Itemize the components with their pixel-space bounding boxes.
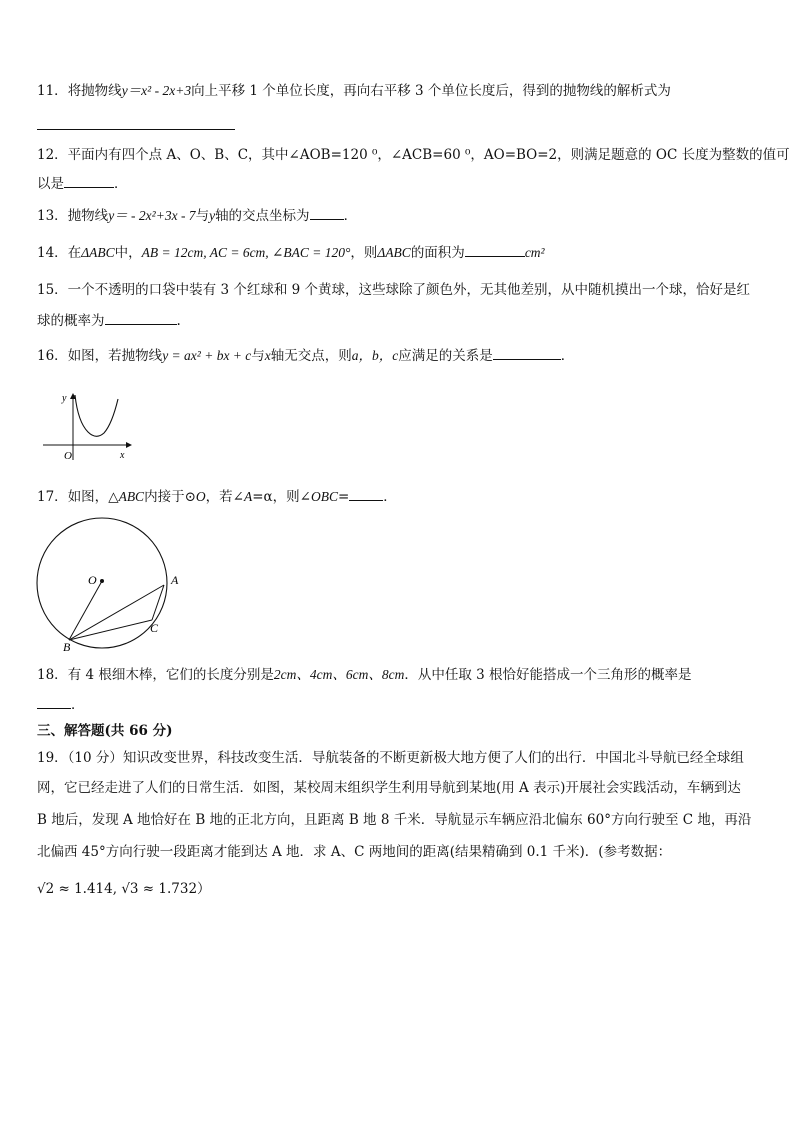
q17-label-b: B: [63, 640, 71, 654]
q13-text-post: 轴的交点坐标为: [215, 208, 310, 224]
question-15-line2: [37, 312, 181, 330]
q14-text-pre: 在: [67, 245, 82, 261]
q18-answer-blank[interactable]: [37, 696, 71, 709]
q18-number: 18．: [37, 667, 68, 683]
q15-text-pre: 球的概率为: [37, 313, 105, 329]
q13-number: 13．: [37, 208, 68, 224]
q16-x-arrow: [126, 442, 132, 448]
q16-expression: y = ax² + bx + c: [162, 348, 252, 363]
question-11: [37, 82, 671, 100]
q17-label-c: C: [150, 621, 159, 635]
question-19-line1: 19．（10 分）知识改变世界，科技改变生活．导航装备的不断更新极大地方便了人们的出行．中国北斗导航已经全球组: [37, 750, 744, 766]
question-15-line1: 15．一个不透明的口袋中装有 3 个红球和 9 个黄球，这些球除了颜色外，无其他差别，从中随机摸出一个球，恰好是红: [37, 282, 751, 298]
q17-text-post: =: [337, 489, 350, 505]
q17-text-mid2: ，若∠: [205, 489, 244, 505]
q17-angle-a: A: [243, 489, 253, 504]
question-12-line2: [37, 175, 128, 193]
q12-text-post: ．: [114, 176, 128, 192]
q13-text-mid: 与: [195, 208, 210, 224]
question-17: [37, 488, 397, 506]
q16-vars: a，b，c: [351, 348, 399, 363]
question-12-line1: 12．平面内有四个点 A、O、B、C，其中∠AOB=120 ⁰，∠ACB=60 ⁰，AO=BO=2，则满足题意的 OC 长度为整数的值可: [37, 147, 790, 163]
question-18: [37, 666, 692, 684]
q16-number: 16．: [37, 348, 68, 364]
q13-text-pre: 抛物线: [67, 208, 109, 224]
q17-text-pre: 如图，: [67, 489, 109, 505]
q17-text-mid: 内接于⊙: [144, 489, 196, 505]
q17-label-a: A: [171, 573, 179, 587]
q16-y-label: y: [62, 393, 67, 404]
q14-text-post: 的面积为: [410, 245, 465, 261]
q12-answer-blank[interactable]: [64, 175, 114, 188]
section-3-heading: 三、解答题(共 66 分): [37, 723, 173, 739]
q18-answer-line: [37, 696, 85, 714]
q17-segment-bc: [69, 620, 152, 640]
q16-text-post: 应满足的关系是: [398, 348, 493, 364]
q11-answer-blank[interactable]: [37, 117, 235, 130]
question-19-line2: 网，它已经走进了人们的日常生活．如图，某校周末组织学生利用导航到某地(用 A 表示)开展社会实践活动，车辆到达: [37, 780, 741, 796]
q14-number: 14．: [37, 245, 68, 261]
q16-text-end: ．: [560, 348, 575, 364]
q16-x-label: x: [120, 450, 125, 461]
q12-text-pre: 以是: [37, 176, 64, 192]
q17-segment-ac: [152, 585, 164, 620]
q15-text-post: .: [176, 313, 181, 329]
q17-circle-figure: [30, 510, 190, 655]
q18-text-post: ．从中任取 3 根恰好能搭成一个三角形的概率是: [404, 667, 692, 683]
q17-angle-obc: OBC: [310, 489, 338, 504]
q17-answer-blank[interactable]: [349, 488, 383, 501]
q11-text-pre: 将抛物线: [67, 83, 122, 99]
q11-expression: y＝x² - 2x+3: [121, 83, 192, 98]
q17-segment-ob: [69, 581, 102, 640]
q17-text-end: ．: [383, 489, 397, 505]
q11-text-post: 向上平移 1 个单位长度，再向右平移 3 个单位长度后，得到的抛物线的解析式为: [191, 83, 671, 99]
q13-text-end: ．: [343, 208, 358, 224]
q13-var: y: [209, 208, 216, 223]
question-13: [37, 207, 357, 225]
q17-number: 17．: [37, 489, 68, 505]
q14-answer-blank[interactable]: [465, 244, 525, 257]
q15-answer-blank[interactable]: [105, 312, 177, 325]
q14-text-mid2: ，则: [350, 245, 378, 261]
q17-triangle: △ABC: [108, 489, 145, 504]
q18-text-pre: 有 4 根细木棒，它们的长度分别是: [67, 667, 274, 683]
q17-center-point: [100, 579, 104, 583]
q11-answer-line[interactable]: [37, 117, 235, 135]
question-16: [37, 347, 574, 365]
q13-expression: y＝ - 2x²+3x - 7: [108, 208, 196, 223]
question-19-line3: B 地后，发现 A 地恰好在 B 地的正北方向，且距离 B 地 8 千米．导航显示车辆应沿北偏东 60°方向行驶至 C 地，再沿: [37, 812, 752, 828]
q14-triangle2: ΔABC: [377, 245, 411, 260]
q18-text-end: ．: [71, 697, 85, 713]
q17-circle-o: O: [195, 489, 206, 504]
question-14: [37, 244, 545, 262]
q14-expression: AB = 12cm, AC = 6cm, ∠BAC = 120°: [141, 245, 351, 260]
q16-parabola-curve: [75, 395, 118, 436]
q16-origin-label: O: [64, 450, 72, 462]
q14-text-mid: 中，: [114, 245, 142, 261]
q17-label-o: O: [88, 573, 97, 587]
question-19-line5: √2 ≈ 1.414, √3 ≈ 1.732）: [37, 881, 211, 897]
q14-triangle: ΔABC: [81, 245, 115, 260]
q11-number: 11．: [37, 83, 68, 99]
q13-answer-blank[interactable]: [310, 207, 344, 220]
q16-parabola-figure: [38, 392, 138, 464]
question-19-line4: 北偏西 45°方向行驶一段距离才能到达 A 地．求 A、C 两地间的距离(结果精确到 0.1 千米)．(参考数据：: [37, 844, 672, 860]
q16-text-pre: 如图，若抛物线: [67, 348, 163, 364]
q16-var: x: [264, 348, 271, 363]
q16-text-mid: 与: [251, 348, 265, 364]
q14-unit: cm²: [524, 245, 545, 260]
q16-answer-blank[interactable]: [493, 347, 561, 360]
q18-lengths: 2cm、4cm、6cm、8cm: [273, 667, 405, 682]
q16-text-mid2: 轴无交点，则: [270, 348, 352, 364]
q17-text-mid3: =α，则∠: [252, 489, 311, 505]
